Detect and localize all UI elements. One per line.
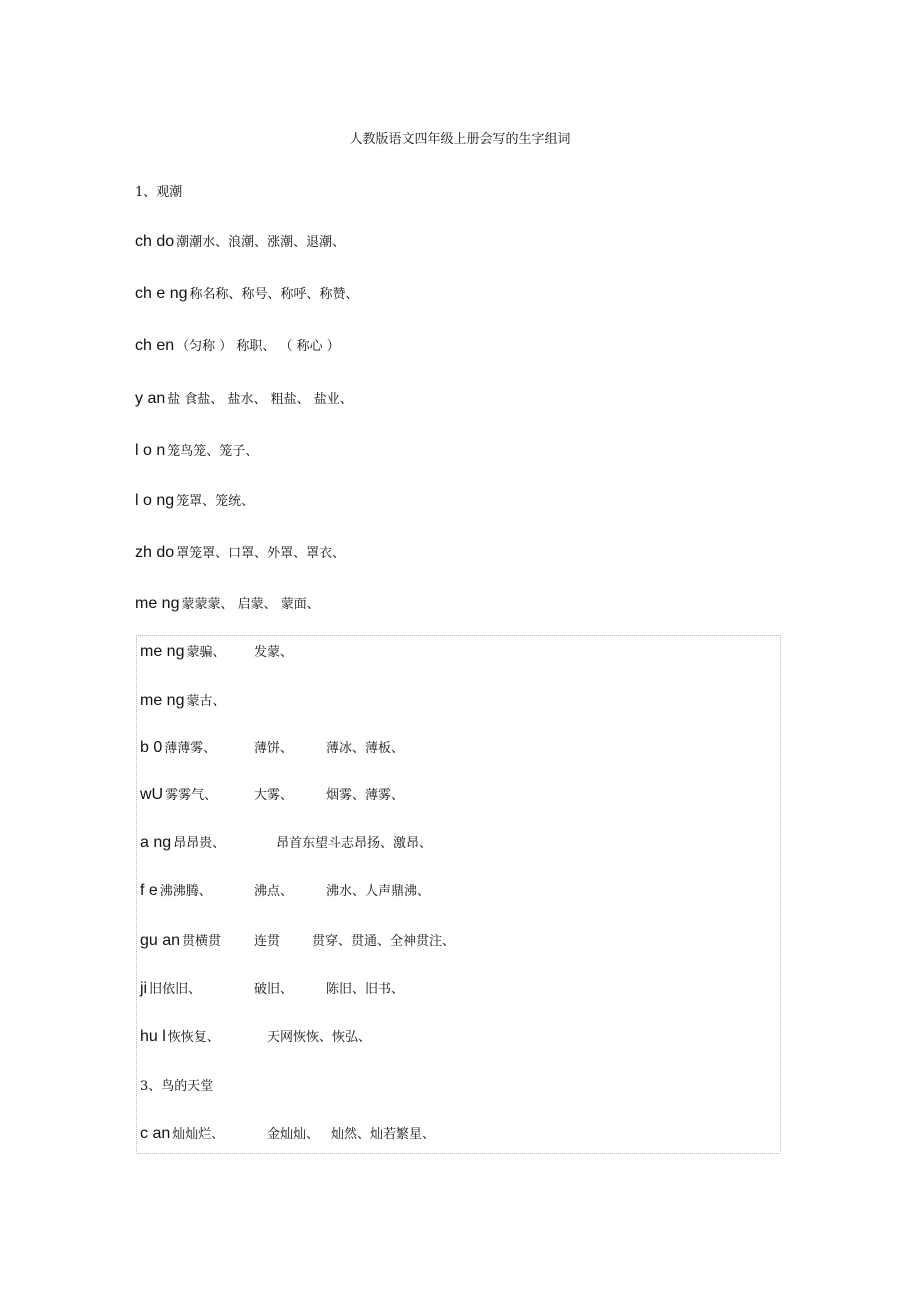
vocab-row (140, 690, 225, 710)
words: 陈旧、旧书、 (326, 982, 405, 997)
vocab-row (140, 930, 456, 950)
words: 蒙古、 (186, 694, 226, 709)
pinyin: c an (140, 1125, 171, 1142)
words: 蒙蒙蒙、 启蒙、 蒙面、 (181, 597, 320, 612)
pinyin: me ng (135, 595, 180, 612)
section-heading: 1、观潮 (135, 185, 183, 200)
words: 发蒙、 (254, 645, 294, 660)
words: 潮潮水、浪潮、涨潮、退潮、 (176, 235, 346, 250)
vocab-row (135, 490, 254, 510)
pinyin: l o ng (135, 492, 175, 509)
pinyin: wU (140, 786, 164, 803)
pinyin: y an (135, 390, 166, 407)
words: 贯穿、贯通、全神贯注、 (312, 934, 456, 949)
vocab-row (140, 978, 405, 998)
words: 笼鸟笼、笼子、 (167, 444, 259, 459)
vocab-row (140, 832, 433, 852)
words: 天网恢恢、恢弘、 (267, 1030, 372, 1045)
pinyin: me ng (140, 692, 185, 709)
vocab-row (135, 440, 258, 460)
pinyin: ch en (135, 337, 175, 354)
pinyin: ch e ng (135, 285, 188, 302)
words: 笼罩、笼统、 (176, 494, 255, 509)
words: 旧依旧、 (149, 982, 202, 997)
words: 大雾、 (254, 788, 294, 803)
vocab-row (135, 231, 345, 251)
vocab-row (135, 335, 340, 355)
words: 贯横贯 (182, 934, 222, 949)
vocab-row (140, 880, 431, 900)
pinyin: hu l (140, 1028, 166, 1045)
dotted-frame (136, 635, 781, 1154)
vocab-row (140, 1123, 436, 1143)
words: 沸沸腾、 (159, 884, 212, 899)
pinyin: a ng (140, 834, 172, 851)
vocab-row (135, 542, 345, 562)
words: 恢恢复、 (167, 1030, 220, 1045)
vocab-row (140, 784, 405, 804)
words: 连贯 (254, 934, 281, 949)
pinyin: f e (140, 882, 158, 899)
words: 薄饼、 (254, 741, 294, 756)
words: 薄冰、薄板、 (326, 741, 405, 756)
words: 称名称、称号、称呼、称赞、 (189, 287, 359, 302)
page-title: 人教版语文四年级上册会写的生字组词 (349, 132, 571, 147)
pinyin: b 0 (140, 739, 163, 756)
words: 沸水、人声鼎沸、 (326, 884, 431, 899)
vocab-row (135, 593, 320, 613)
vocab-row (135, 388, 353, 408)
words: 破旧、 (254, 982, 294, 997)
words: 蒙骗、 (186, 645, 226, 660)
vocab-row (135, 283, 359, 303)
words: 昂首东望斗志昂扬、激昂、 (276, 836, 433, 851)
pinyin: gu an (140, 932, 181, 949)
words: 雾雾气、 (165, 788, 218, 803)
vocab-row (140, 641, 294, 661)
words: 灿然、灿若繁星、 (331, 1127, 436, 1142)
words: 烟雾、薄雾、 (326, 788, 405, 803)
words: 昂昂贵、 (173, 836, 226, 851)
pinyin: zh do (135, 544, 175, 561)
words: 沸点、 (254, 884, 294, 899)
vocab-row (140, 1026, 372, 1046)
words: （匀称 ） 称职、 （ 称心 ） (176, 339, 340, 354)
words: 盐 食盐、 盐水、 粗盐、 盐业、 (167, 392, 353, 407)
words: 金灿灿、 (267, 1127, 320, 1142)
pinyin: ch do (135, 233, 175, 250)
pinyin: ji (140, 980, 148, 997)
words: 薄薄雾、 (164, 741, 217, 756)
pinyin: me ng (140, 643, 185, 660)
words: 灿灿烂、 (172, 1127, 225, 1142)
section-heading: 3、鸟的天堂 (140, 1079, 214, 1094)
pinyin: l o n (135, 442, 166, 459)
vocab-row (140, 737, 405, 757)
words: 罩笼罩、口罩、外罩、罩衣、 (176, 546, 346, 561)
